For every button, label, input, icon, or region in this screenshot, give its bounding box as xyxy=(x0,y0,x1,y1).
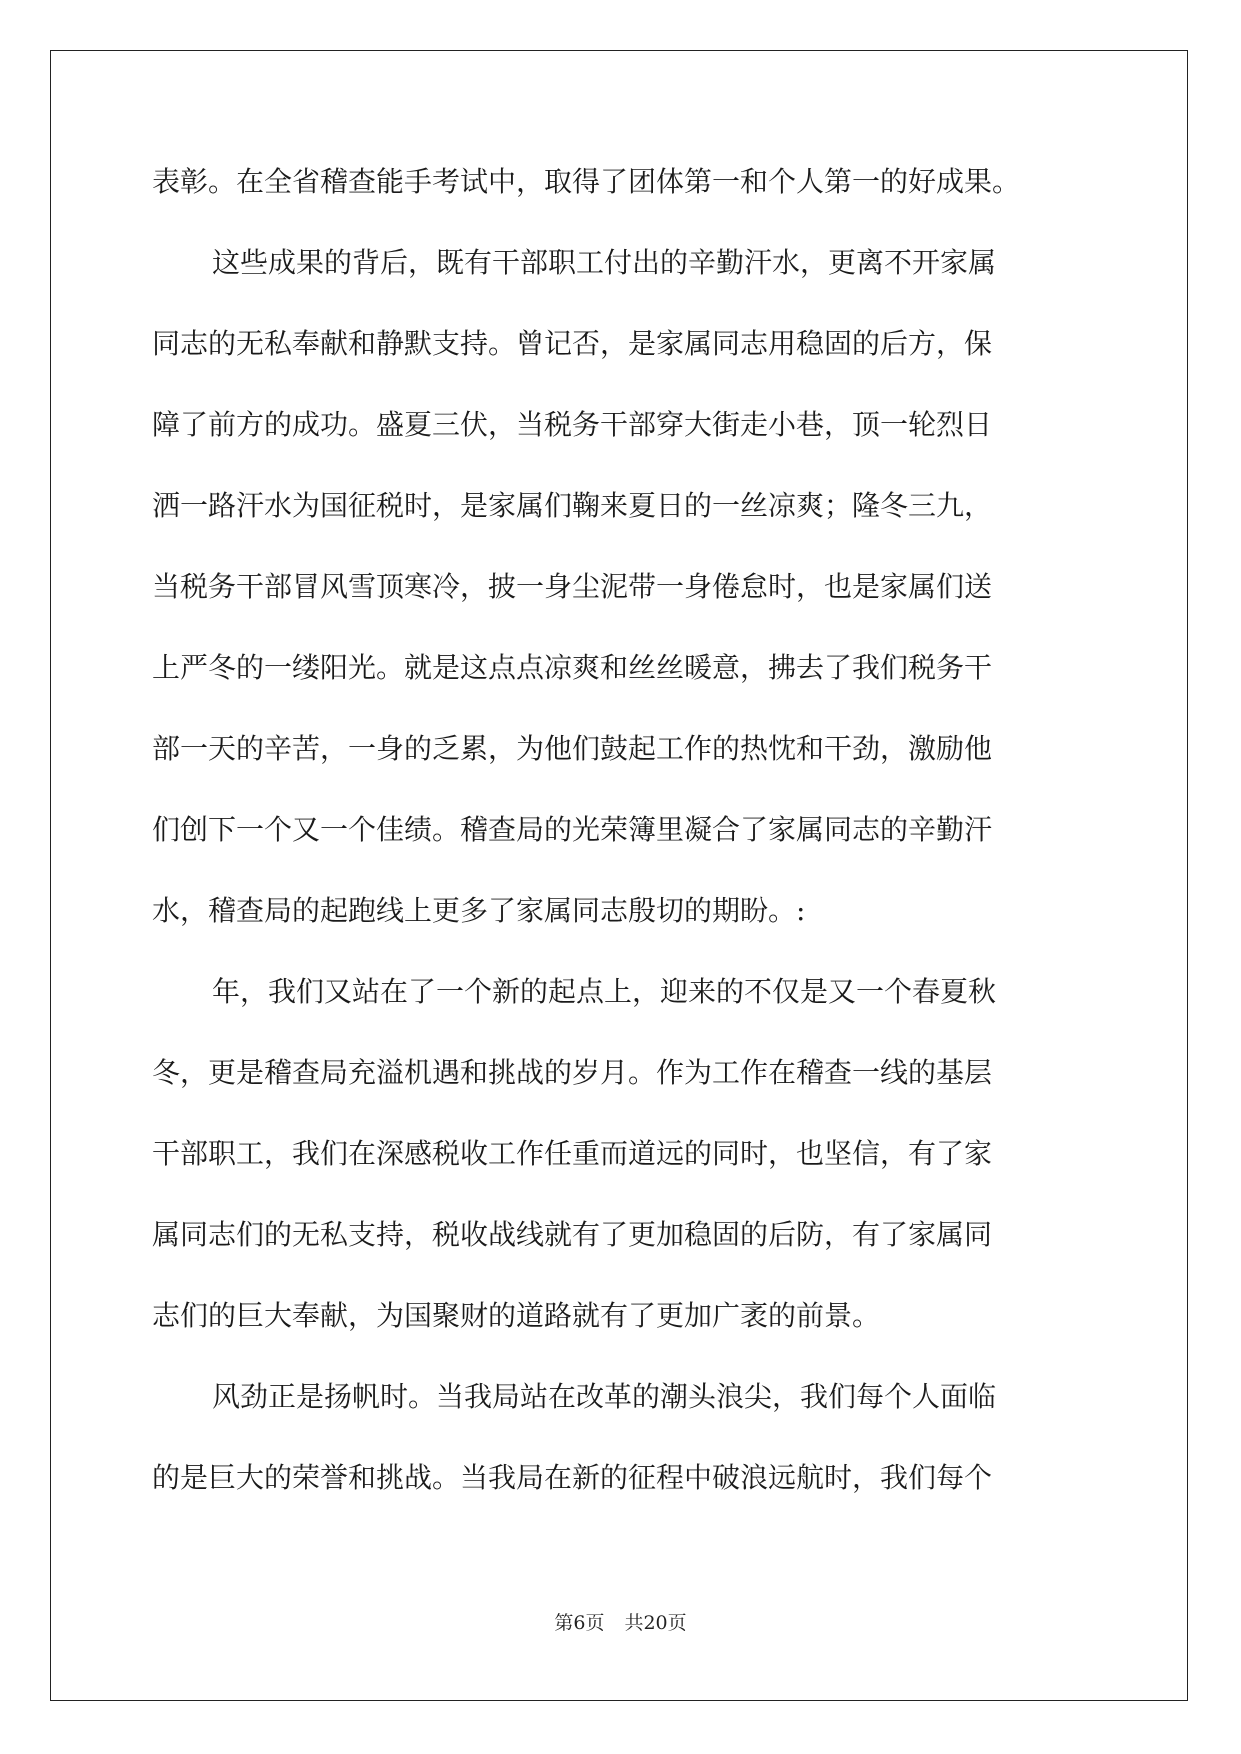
text-line: 属同志们的无私支持，税收战线就有了更加稳固的后防，有了家属同 xyxy=(152,1218,993,1251)
text-line: 上严冬的一缕阳光。就是这点点凉爽和丝丝暖意，拂去了我们税务干 xyxy=(152,651,993,684)
text-line: 的是巨大的荣誉和挑战。当我局在新的征程中破浪远航时，我们每个 xyxy=(152,1461,993,1494)
page-footer xyxy=(0,1608,1241,1635)
text-line: 这些成果的背后，既有干部职工付出的辛勤汗水，更离不开家属 xyxy=(212,246,997,279)
document-body xyxy=(152,160,1087,1537)
text-line: 志们的巨大奉献，为国聚财的道路就有了更加广袤的前景。 xyxy=(152,1299,881,1332)
text-line: 水，稽查局的起跑线上更多了家属同志殷切的期盼。: xyxy=(152,894,806,927)
text-line: 们创下一个又一个佳绩。稽查局的光荣簿里凝合了家属同志的辛勤汗 xyxy=(152,813,993,846)
text-line: 表彰。在全省稽查能手考试中，取得了团体第一和个人第一的好成果。 xyxy=(152,165,1021,198)
text-line: 风劲正是扬帆时。当我局站在改革的潮头浪尖，我们每个人面临 xyxy=(212,1380,997,1413)
text-line: 同志的无私奉献和静默支持。曾记否，是家属同志用稳固的后方，保 xyxy=(152,327,993,360)
page-number: 第6页 xyxy=(554,1612,605,1634)
text-line: 障了前方的成功。盛夏三伏，当税务干部穿大街走小巷，顶一轮烈日 xyxy=(152,408,993,441)
text-line: 冬，更是稽查局充溢机遇和挑战的岁月。作为工作在稽查一线的基层 xyxy=(152,1056,993,1089)
page-total: 共20页 xyxy=(624,1612,687,1634)
text-line: 当税务干部冒风雪顶寒冷，披一身尘泥带一身倦怠时，也是家属们送 xyxy=(152,570,993,603)
text-line: 年，我们又站在了一个新的起点上，迎来的不仅是又一个春夏秋 xyxy=(212,975,997,1008)
text-line: 干部职工，我们在深感税收工作任重而道远的同时，也坚信，有了家 xyxy=(152,1137,993,1170)
text-line: 部一天的辛苦，一身的乏累，为他们鼓起工作的热忱和干劲，激励他 xyxy=(152,732,993,765)
text-line: 洒一路汗水为国征税时，是家属们鞠来夏日的一丝凉爽；隆冬三九， xyxy=(152,489,993,522)
